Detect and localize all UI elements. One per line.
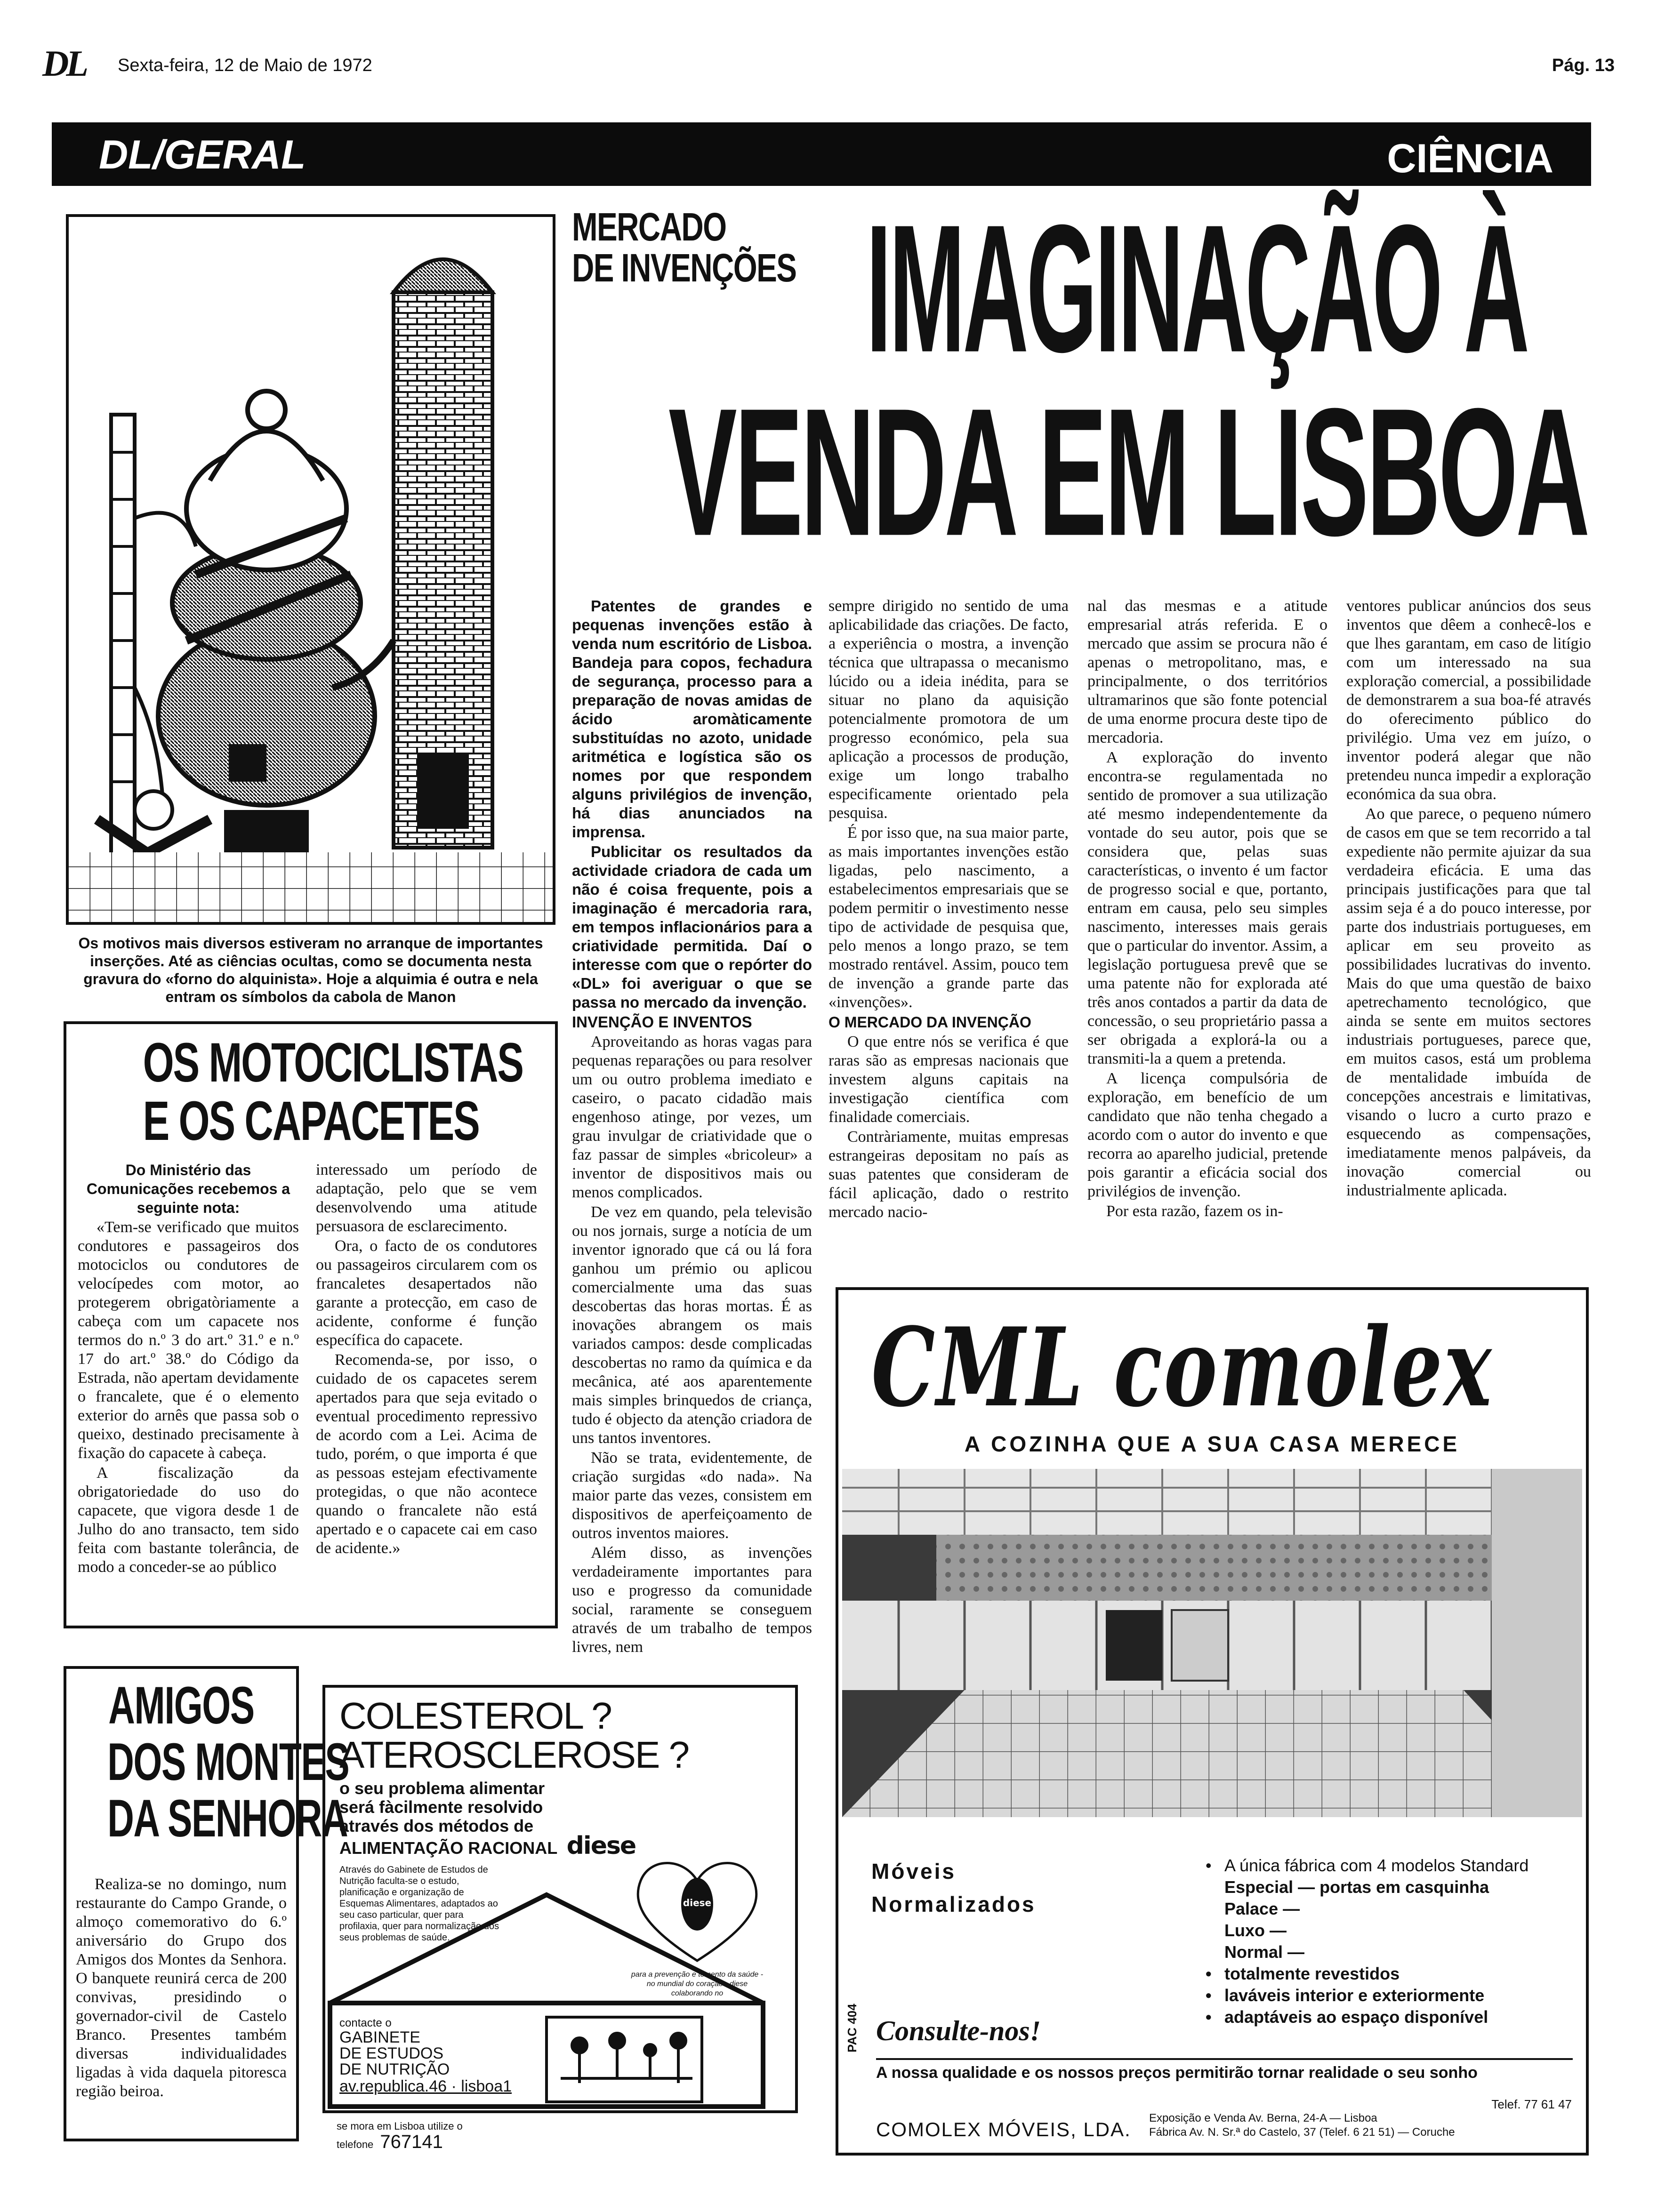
illustration-caption: Os motivos mais diversos estiveram no arranque de importantes inserções. Até as ciências ocultas, como se documenta nesta gravura do «forno do alquinista». Hoje a alquimia é outra e nela entram os símbolos da cabola de Manon xyxy=(78,935,543,1005)
agency-mark: PAC 404 xyxy=(845,2004,859,2052)
section-label-geral: DL/GERAL xyxy=(99,132,306,177)
normalizados-label: Normalizados xyxy=(871,1892,1036,1916)
phone-line xyxy=(337,2132,534,2154)
article-col-3 xyxy=(1087,597,1327,1222)
heart-seal-text: para a prevenção e tomento da saúde - no mundial do coração - diese colaborando no xyxy=(631,1971,764,1997)
moto-title-line-2: E OS CAPACETES xyxy=(143,1090,479,1152)
address-line: Exposição e Venda Av. Berna, 24-A — Lisboa xyxy=(1149,2112,1377,2124)
diese-alimentacao: ALIMENTAÇÃO RACIONAL xyxy=(339,1838,557,1858)
page-number: Pág. 13 xyxy=(1552,56,1615,75)
headline-line-1: IMAGINAÇÃO À xyxy=(866,187,1528,391)
body-paragraph: ventores publicar anúncios dos seus inventos que dêem a conhecê-los e que lhes garantam, em caso de litígio com um interessado na sua exploração comercial, a possibilidade de demonstrarem a sua boa-fé através do oferecimento público do privilégio. Uma vez em juízo, o inventor poderá alegar que não pretendeu nunca impedir a exploração económica da sua obra. xyxy=(1346,597,1591,803)
contact-label: contacte o xyxy=(339,2017,392,2029)
model-item: Palace — xyxy=(1224,1899,1300,1918)
body-paragraph: sempre dirigido no sentido de uma aplicabilidade das criações. De facto, a experiência o mostra, a invenção técnica que ultrapassa o mecanismo lúcido ou a ideia inédita, para se situar no plano da aquisição potencialmente promotora de um progresso económico, pela sua aplicação a processos de produção, exige um longo trabalho especificamente orientado pela pesquisa. xyxy=(828,597,1069,822)
org-line-1: GABINETE xyxy=(339,2028,420,2046)
kitchen-photo xyxy=(842,1469,1582,1817)
body-paragraph: A fiscalização da obrigatoriedade do uso do capacete, que vigora desde 1 de Julho do ano transacto, tem sido feita com bastante tolerância, de modo a conceder-se ao público xyxy=(78,1464,299,1576)
masthead xyxy=(42,38,1619,89)
comolex-company: COMOLEX MÓVEIS, LDA. xyxy=(876,2118,1131,2140)
body-paragraph: A licença compulsória de exploração, em benefício de um candidato que não tenha chegado a acordo com o autor do invento e que recorra ao aparelho judicial, pretende pois garantir a eficácia social dos privilégios de invenção. xyxy=(1087,1070,1327,1200)
model-item: Especial — portas em casquinha xyxy=(1224,1877,1489,1897)
moto-title xyxy=(78,1034,544,1156)
moto-col-2 xyxy=(316,1161,537,1559)
comolex-address xyxy=(1149,2111,1573,2140)
dl-logo: DL xyxy=(42,43,86,84)
comolex-tagline: A COZINHA QUE A SUA CASA MERECE xyxy=(964,1432,1460,1456)
diese-small-text: Através do Gabinete de Estudos de Nutrição faculta-se o estudo, planificação e organização de Esquemas Alimentares, adaptados ao seu caso particular, quer para profilaxia, quer para normalização dos seus problemas de saúde. xyxy=(339,1865,499,1943)
moto-intro: Do Ministério das Comunicações recebemos a seguinte nota: xyxy=(86,1162,290,1216)
section-label-ciencia: CIÊNCIA xyxy=(1387,136,1553,181)
amigos-title-line-2: DOS MONTES xyxy=(107,1732,349,1791)
feature-item: • A única fábrica com 4 modelos Standard xyxy=(1206,1856,1529,1875)
feature-item: • laváveis interior e exteriormente xyxy=(1206,1986,1485,2005)
body-paragraph: interessado um período de adaptação, pelo que se vem desenvolvendo uma atitude persuasora de esclarecimento. xyxy=(316,1161,537,1235)
model-list xyxy=(1224,1876,1573,1963)
headline-line-2: VENDA EM LISBOA xyxy=(668,370,1588,574)
subhead-mercado: O MERCADO DA INVENÇÃO xyxy=(828,1014,1031,1031)
body-paragraph: Contràriamente, muitas empresas estrangeiras depositam no país as suas patentes que consideram de fácil aplicação, dado o restrito mercado nacio- xyxy=(828,1128,1069,1221)
comolex-phone: Telef. 77 61 47 xyxy=(1491,2097,1572,2111)
feature-item: • totalmente revestidos xyxy=(1206,1964,1400,1983)
kicker-line-1: MERCADO xyxy=(572,205,726,249)
model-item: Normal — xyxy=(1224,1942,1305,1962)
alchemist-illustration xyxy=(66,214,555,925)
headline xyxy=(668,187,1591,574)
moto-article-box xyxy=(64,1021,558,1628)
body-paragraph: Aproveitando as horas vagas para pequenas reparações ou para resolver um ou outro problema imediato e caseiro, o pacato cidadão mais engenhoso atinge, por vezes, um grau invulgar de criatividade que o faz passar de simples «bricoleur» a inventor de dispositivos mais ou menos complicados. xyxy=(572,1033,812,1201)
diese-line-2: será fàcilmente resolvido xyxy=(339,1797,543,1817)
phone-note: se mora em Lisboa utilize o xyxy=(337,2120,463,2132)
diese-headline-2: ATEROSCLEROSE ? xyxy=(339,1734,689,1776)
diese-address: av.republica.46 · lisboa1 xyxy=(339,2077,512,2095)
feature-item: • adaptáveis ao espaço disponível xyxy=(1206,2007,1488,2027)
phone-number: 767141 xyxy=(380,2132,443,2152)
address-line: Fábrica Av. N. Sr.ª do Castelo, 37 (Telef. 6 21 51) — Coruche xyxy=(1149,2126,1455,2139)
body-paragraph: Não se trata, evidentemente, de criação surgidas «do nada». Na maior parte das vezes, consistem em dispositivos de aperfeiçoamento de outros inventos maiores. xyxy=(572,1449,812,1542)
amigos-article-box xyxy=(64,1666,349,2141)
body-paragraph: Além disso, as invenções verdadeiramente importantes para uso e progresso da comunidade social, raramente se conseguem através de um trabalho de tempos livres, nem xyxy=(572,1544,812,1656)
body-paragraph: Recomenda-se, por isso, o cuidado de os capacetes serem apertados para que seja evitado o eventual procedimento repressivo de acordo com a Lei. Acima de tudo, porém, o que importa é que as pessoas estejam efectivamente protegidas, o que não acontece quando o francalete não está apertado e o capacete cai em caso de acidente.» xyxy=(316,1351,537,1557)
comolex-left-heading xyxy=(871,1855,1036,1921)
comolex-features xyxy=(1206,1855,1573,2028)
section-bar xyxy=(52,122,1591,186)
article-col-4 xyxy=(1346,597,1591,1201)
body-paragraph: nal das mesmas e a atitude empresarial atrás referida. E o mercado que assim se procura não é apenas o metropolitano, mas, e principalmente, o dos territórios ultramarinos que são fonte potencial de uma enorme procura deste tipo de mercadoria. xyxy=(1087,597,1327,746)
diese-brand: diese xyxy=(566,1832,636,1860)
moto-title-line-1: OS MOTOCICLISTAS xyxy=(143,1032,523,1094)
moto-col-1 xyxy=(78,1161,299,1578)
org-line-3: DE NUTRIÇÃO xyxy=(339,2060,450,2078)
issue-date: Sexta-feira, 12 de Maio de 1972 xyxy=(118,56,372,75)
lead-paragraph: Publicitar os resultados da actividade criadora de cada um não é coisa frequente, pois a imaginação é mercadoria rara, em tempos inflacionários para a criatividade permitida. Daí o interesse com que o repórter do «DL» foi averiguar o que se passa no mercado da invenção. xyxy=(572,843,812,1011)
amigos-body: Realiza-se no domingo, num restaurante do Campo Grande, o almoço comemorativo do 6.º aniversário do Grupo dos Amigos dos Montes da Senhora. O banquete reunirá cerca de 200 convivas, presidindo o governador-civil de Castelo Branco. Presentes também diversas individualidades ligadas à vida daquela pitoresca região beiroa. xyxy=(76,1875,287,2100)
amigos-title xyxy=(76,1676,349,1875)
comolex-ad xyxy=(836,1287,1589,2156)
moveis-label: Móveis xyxy=(871,1859,956,1883)
svg-text:diese: diese xyxy=(683,1897,712,1908)
diese-contact xyxy=(339,2017,537,2095)
body-paragraph: Por esta razão, fazem os in- xyxy=(1106,1202,1283,1220)
diese-ad xyxy=(322,1685,798,2113)
article-col-1 xyxy=(572,597,812,1658)
article-col-2 xyxy=(828,597,1069,1223)
amigos-title-line-1: AMIGOS xyxy=(108,1676,254,1735)
body-paragraph: De vez em quando, pela televisão ou nos jornais, surge a notícia de um inventor ignorado que cá ou lá fora ganhou um prémio ou aplicou comercialmente uma das suas descobertas das horas mortas. É as inovações abrangem os mais variados campos: desde complicadas descobertas no ramo da química e da mecânica, até aos aparentemente mais simples brinquedos de criança, tudo é objecto da atenção criadora de uns tantos inventores. xyxy=(572,1203,812,1447)
diese-phone-block xyxy=(337,2120,534,2154)
body-paragraph: O que entre nós se verifica é que raras são as empresas nacionais que investem alguns capitais na investigação científica com finalidade comerciais. xyxy=(828,1033,1069,1126)
body-paragraph: A exploração do invento encontra-se regulamentada no sentido de promover a sua utilização até mesmo independentemente da vontade do seu autor, pois que se considera que, pelas suas características, o invento é um factor de progresso social e que, portanto, entram em causa, pelo seu simples nascimento, interesses mais gerais que o particular do inventor. Assim, a legislação portuguesa prevê que se uma patente não for explorada até três anos contados a partir da data de concessão, o seu proprietário passa a ser obrigada a explorá-la ou a transmiti-la a quem a pretenda. xyxy=(1087,749,1327,1067)
diese-line-1: o seu problema alimentar xyxy=(339,1779,545,1798)
body-paragraph: É por isso que, na sua maior parte, as mais importantes invenções estão ligadas, pelo nascimento, a estabelecimentos empresariais que se podem permitir o investimento nesse tipo de actividade de pesquisa que, pelo menos a longo prazo, se tem mostrado rentável. Assim, pouco tem de invenção a grande parte das «invenções». xyxy=(828,824,1069,1011)
body-paragraph: «Tem-se verificado que muitos condutores e passageiros dos motociclos ou condutores de velocípedes com motor, ao protegerem obrigatòriamente a cabeça com um capacete nos termos do n.º 3 do art.º 31.º e n.º 17 do art.º 38.º do Código da Estrada, não apertam devidamente o francalete, que é o elemento exterior do arnês que passa sob o queixo, destinado precisamente à fixação do capacete à cabeça. xyxy=(78,1218,299,1462)
phone-label: telefone xyxy=(337,2139,374,2150)
body-paragraph: Ora, o facto de os condutores ou passageiros circularem com os francaletes desapertados não garante a protecção, em caso de acidente, conforme é função específica do capacete. xyxy=(316,1237,537,1349)
lead-paragraph: Patentes de grandes e pequenas invenções estão à venda num escritório de Lisboa. Bandeja para copos, fechadura de segurança, processo para a preparação de novas amidas de ácido aromàticamente substituídas no azoto, unidade aritmética e logística são os nomes por que respondem alguns privilégios de invenção, há dias anunciados na imprensa. xyxy=(572,597,812,841)
comolex-logo: CML comolex xyxy=(871,1304,1493,1431)
alchemist-furnace-engraving-icon xyxy=(69,217,553,922)
kicker-line-2: DE INVENÇÕES xyxy=(572,246,796,290)
amigos-title-line-3: DA SENHORA xyxy=(107,1789,348,1848)
comolex-slogan: A nossa qualidade e os nossos preços permitirão tornar realidade o seu sonho xyxy=(876,2058,1573,2082)
diese-line-3: através dos métodos de xyxy=(339,1816,534,1835)
body-paragraph: Ao que parece, o pequeno número de casos em que se tem recorrido a tal expediente não permite ajuizar da sua verdadeira eficácia. E uma das principais justificações para que tal assim seja é a do pouco interesse, por parte dos industriais portugueses, em aplicar em seu proveito as possibilidades lucrativas do invento. Mais do que uma questão de baixo apetrechamento tecnológico, que ainda se sente em muitos sectores industriais portugueses, parece que, em muitos casos, está um problema de mentalidade imbuída de concepções ancestrais e limitativas, visando o lucro a curto prazo e esquecendo as compensações, imediatamente menos palpáveis, da inovação comercial ou industrialmente aplicada. xyxy=(1346,805,1591,1199)
org-line-2: DE ESTUDOS xyxy=(339,2044,444,2062)
consulte-nos: Consulte-nos! xyxy=(876,2015,1041,2046)
subhead-invencao: INVENÇÃO E INVENTOS xyxy=(572,1013,752,1031)
diese-headline-1: COLESTEROL ? xyxy=(339,1695,611,1737)
model-item: Luxo — xyxy=(1224,1921,1287,1940)
